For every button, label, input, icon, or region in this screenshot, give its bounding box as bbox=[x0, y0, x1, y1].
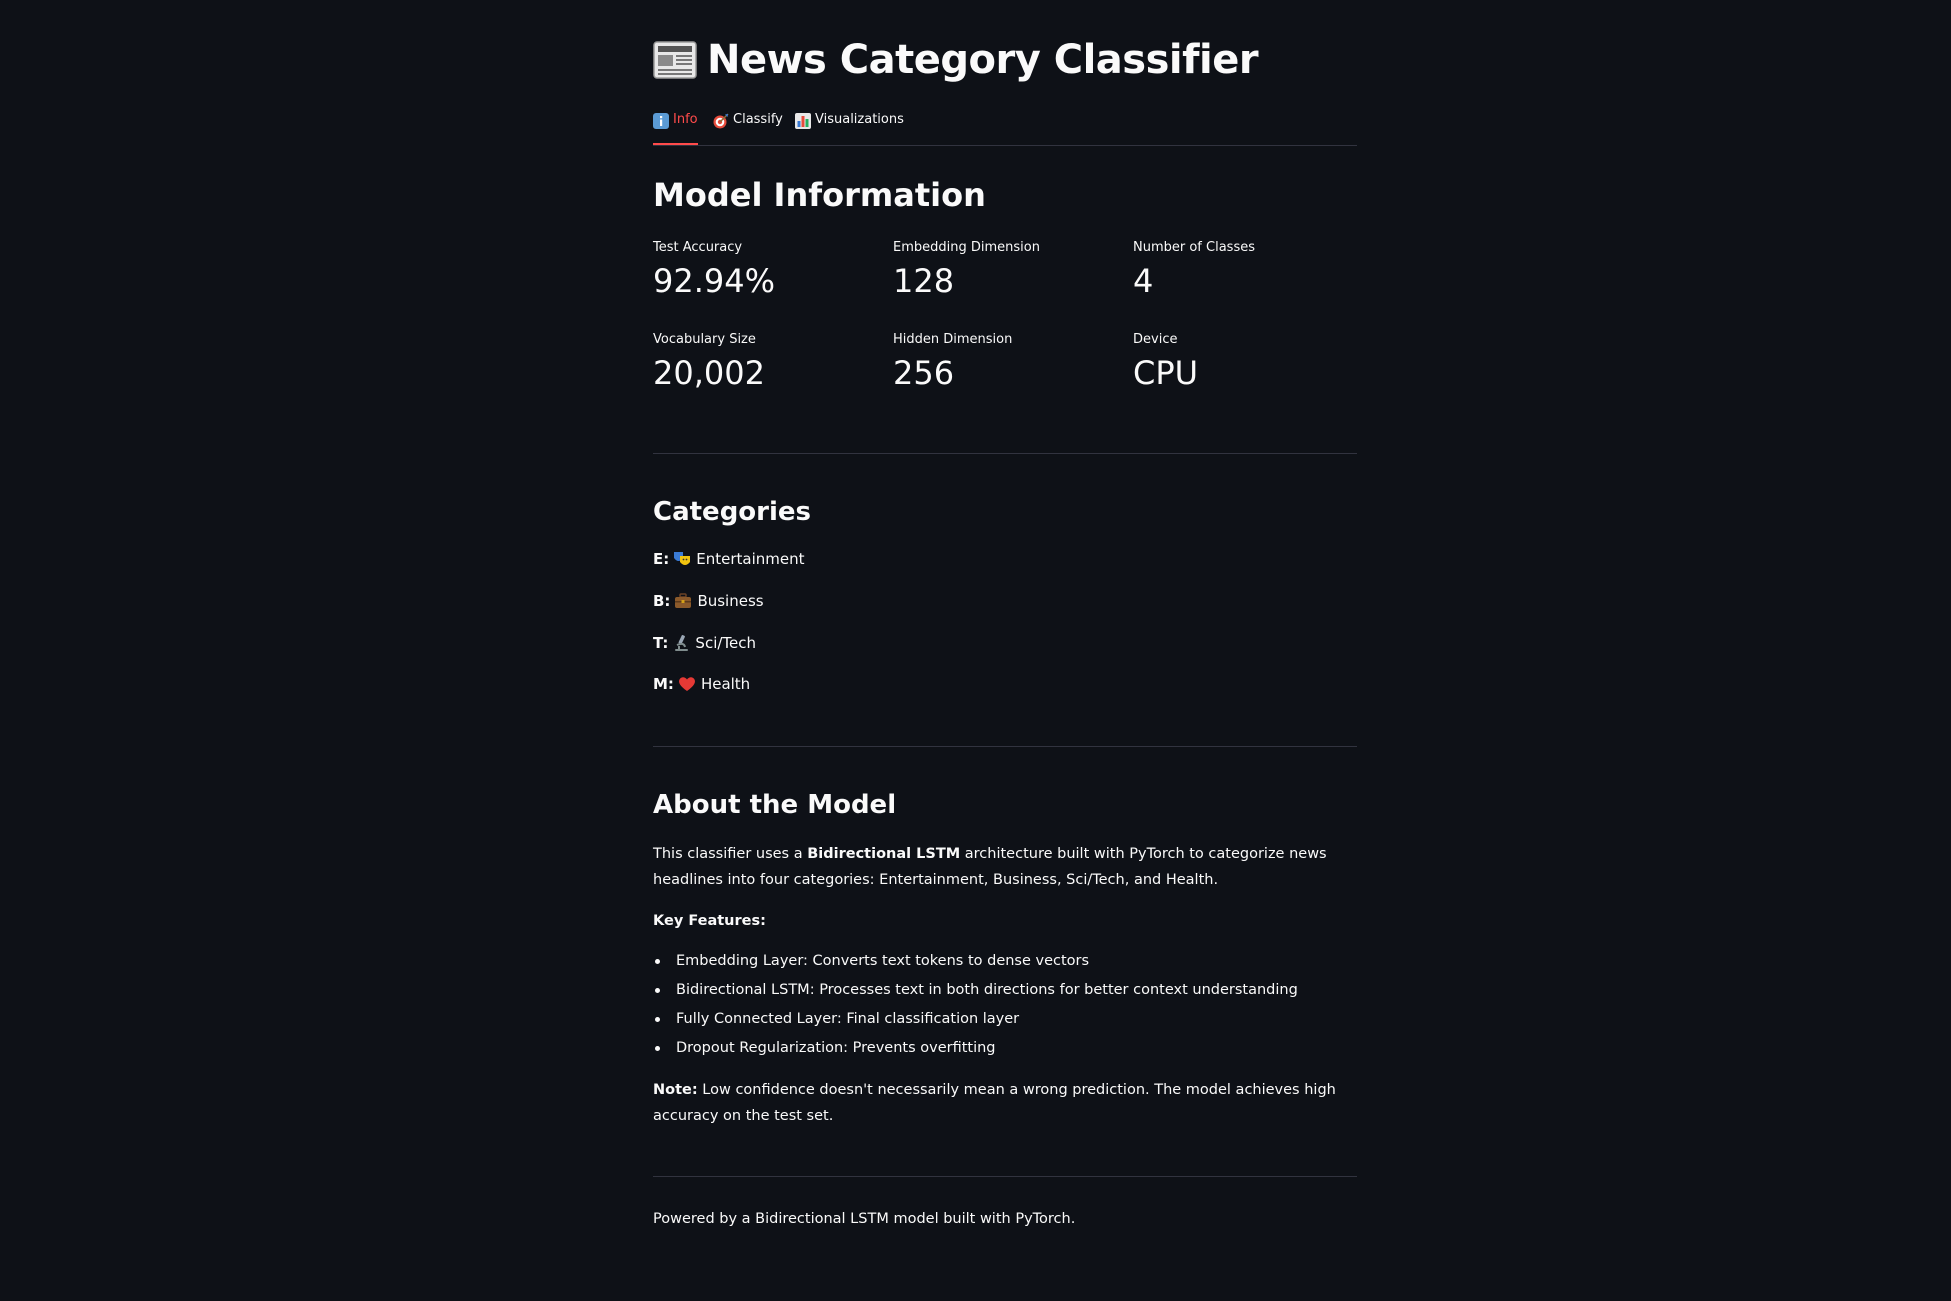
category-code: B: bbox=[653, 592, 671, 610]
metric-value: CPU bbox=[1133, 354, 1199, 392]
about-intro-bold: Bidirectional LSTM bbox=[807, 846, 961, 862]
list-item: Fully Connected Layer: Final classification layer bbox=[653, 1009, 1357, 1038]
metric-value: 128 bbox=[893, 262, 955, 300]
divider bbox=[653, 746, 1357, 747]
page-title bbox=[653, 32, 1258, 88]
model-information-heading: Model Information bbox=[653, 176, 986, 214]
note-text: Low confidence doesn't necessarily mean a wrong prediction. The model achieves high accuracy on the test set. bbox=[653, 1082, 1336, 1124]
tab-visualizations-label: Visualizations bbox=[815, 112, 904, 127]
metric-label: Vocabulary Size bbox=[653, 332, 756, 347]
tab-visualizations[interactable] bbox=[795, 112, 904, 144]
category-label: Sci/Tech bbox=[695, 634, 757, 652]
category-code: M: bbox=[653, 675, 674, 693]
tab-bar bbox=[653, 108, 1357, 146]
metric-hidden-dimension bbox=[893, 332, 1123, 392]
category-business bbox=[653, 592, 764, 610]
list-item: Embedding Layer: Converts text tokens to dense vectors bbox=[653, 951, 1357, 980]
tab-classify[interactable] bbox=[713, 112, 783, 144]
about-intro-text: This classifier uses a bbox=[653, 846, 808, 862]
performing-arts-icon bbox=[673, 550, 691, 568]
list-item: Bidirectional LSTM: Processes text in both directions for better context understanding bbox=[653, 980, 1357, 1009]
page-title-text: News Category Classifier bbox=[707, 37, 1259, 83]
heart-icon bbox=[678, 675, 696, 693]
metric-value: 256 bbox=[893, 354, 955, 392]
category-label: Entertainment bbox=[696, 550, 805, 568]
footer-text: Powered by a Bidirectional LSTM model built with PyTorch. bbox=[653, 1211, 1076, 1227]
target-icon bbox=[713, 113, 729, 129]
category-label: Business bbox=[697, 592, 764, 610]
tab-classify-label: Classify bbox=[733, 112, 783, 127]
category-label: Health bbox=[700, 675, 751, 693]
note-label: Note: bbox=[653, 1082, 698, 1098]
metric-device bbox=[1133, 332, 1363, 392]
category-code: E: bbox=[653, 550, 670, 568]
category-code: T: bbox=[653, 634, 669, 652]
metric-label: Embedding Dimension bbox=[893, 240, 1040, 255]
microscope-icon bbox=[672, 634, 690, 652]
metric-vocabulary-size bbox=[653, 332, 883, 392]
metric-value: 92.94% bbox=[653, 262, 776, 300]
categories-heading: Categories bbox=[653, 497, 812, 527]
category-scitech bbox=[653, 634, 756, 652]
about-note bbox=[653, 1077, 1357, 1129]
briefcase-icon bbox=[674, 592, 692, 610]
newspaper-icon bbox=[653, 40, 697, 80]
metric-label: Device bbox=[1133, 332, 1178, 347]
about-intro bbox=[653, 841, 1357, 893]
about-intro-text: architecture built with PyTorch to categorize news headlines into four categories: Entertainment, Business, Sci/Tech, and Health. bbox=[653, 846, 1327, 888]
category-health bbox=[653, 675, 750, 693]
key-features-list bbox=[653, 951, 1357, 1067]
tab-info[interactable] bbox=[653, 112, 698, 144]
metric-value: 4 bbox=[1133, 262, 1154, 300]
divider bbox=[653, 1176, 1357, 1177]
category-entertainment bbox=[653, 550, 805, 568]
list-item: Dropout Regularization: Prevents overfitting bbox=[653, 1038, 1357, 1067]
tab-info-label: Info bbox=[673, 112, 698, 127]
metric-label: Test Accuracy bbox=[653, 240, 743, 255]
metric-value: 20,002 bbox=[653, 354, 765, 392]
key-features-heading: Key Features: bbox=[653, 913, 766, 929]
metric-embedding-dimension bbox=[893, 240, 1123, 300]
about-heading: About the Model bbox=[653, 790, 897, 820]
metric-label: Number of Classes bbox=[1133, 240, 1255, 255]
divider bbox=[653, 453, 1357, 454]
info-icon bbox=[653, 113, 669, 129]
metric-label: Hidden Dimension bbox=[893, 332, 1013, 347]
metric-number-of-classes bbox=[1133, 240, 1363, 300]
metric-test-accuracy bbox=[653, 240, 883, 300]
bar-chart-icon bbox=[795, 113, 811, 129]
